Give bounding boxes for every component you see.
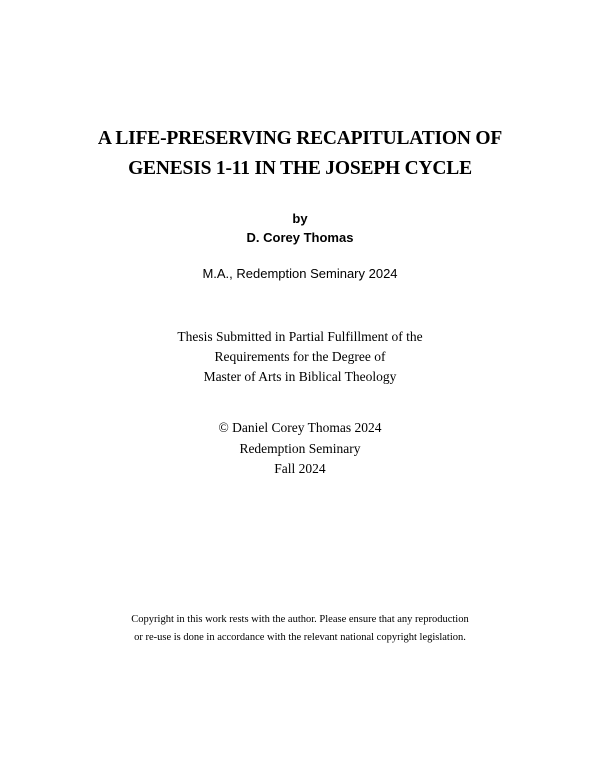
term-date: Fall 2024 (274, 461, 326, 476)
copyright-holder: © Daniel Corey Thomas 2024 (218, 420, 382, 435)
submission-line-1: Thesis Submitted in Partial Fulfillment of the (177, 329, 423, 344)
copyright-notice-line-2: or re-use is done in accordance with the relevant national copyright legislation. (134, 632, 466, 643)
institution-name: Redemption Seminary (239, 441, 361, 456)
copyright-notice-line-1: Copyright in this work rests with the author. Please ensure that any reproduction (131, 614, 469, 625)
submission-line-2: Requirements for the Degree of (214, 349, 386, 364)
submission-line-3: Master of Arts in Biblical Theology (203, 369, 397, 384)
thesis-title-line-1: A LIFE-PRESERVING RECAPITULATION OF (97, 128, 503, 149)
byline-by: by (292, 211, 308, 226)
author-name: D. Corey Thomas (246, 230, 354, 245)
thesis-title-line-2: GENESIS 1-11 IN THE JOSEPH CYCLE (128, 158, 472, 179)
prior-degree: M.A., Redemption Seminary 2024 (202, 266, 398, 281)
